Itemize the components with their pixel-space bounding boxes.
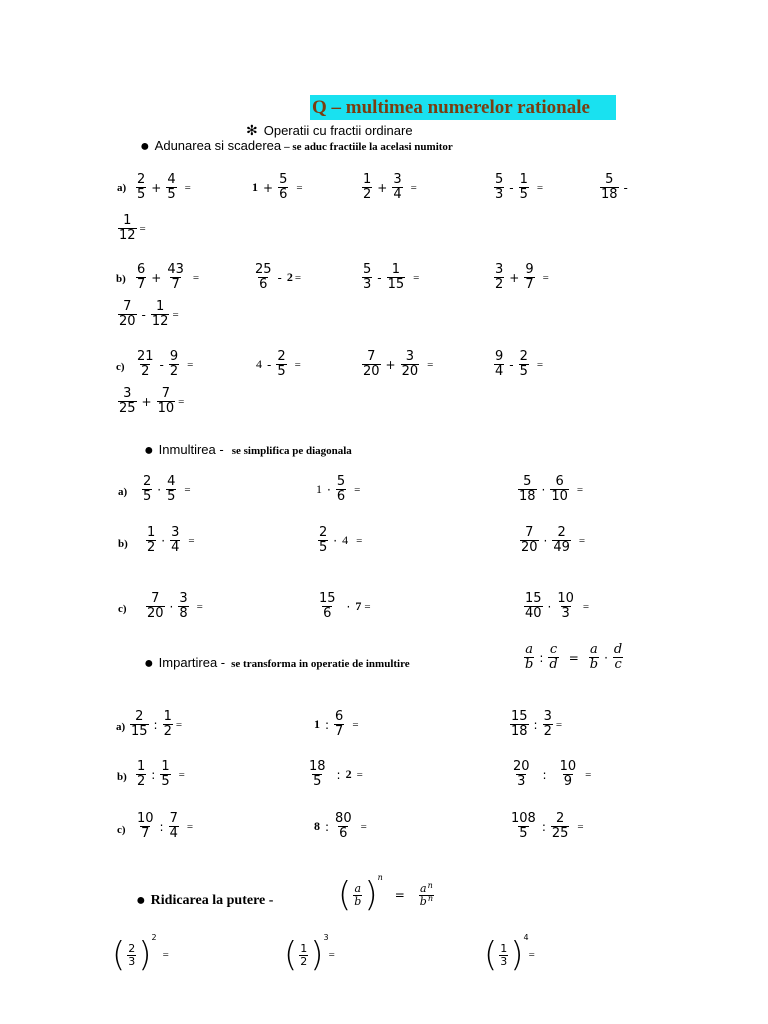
expression: $\frac{3}{2}$ + $\frac{9}{7}$ = <box>495 262 549 293</box>
expression: $\frac{25}{6}$ - 2 = <box>255 262 302 293</box>
label-a: a) <box>118 486 128 498</box>
expression: $\frac{1}{12}$ = <box>119 213 146 244</box>
label-a: a) <box>116 721 126 733</box>
expression: $\frac{15}{40}$ · $\frac{10}{3}$ = <box>525 591 590 622</box>
expression: 4 - $\frac{2}{5}$ = <box>256 349 301 380</box>
expression: $\frac{1}{2}$ + $\frac{3}{4}$ = <box>363 172 417 203</box>
section-adunare: ● Adunarea si scaderea – se aduc fractiile la acelasi numitor <box>140 138 453 155</box>
expression: $\frac{1}{2}$ · $\frac{3}{4}$ = <box>147 525 195 556</box>
expression: $\frac{7}{20}$ + $\frac{3}{20}$ = <box>363 349 434 380</box>
expression: $\frac{5}{3}$ - $\frac{1}{5}$ = <box>495 172 544 203</box>
expression: ( $\frac{2}{3}$ ) 2 = <box>112 932 169 975</box>
bullet-icon: ● <box>136 892 146 909</box>
label-a: a) <box>117 182 127 194</box>
expression: $\frac{20}{3}$ : $\frac{10}{9}$ = <box>513 759 592 790</box>
expression: $\frac{15}{6}$ · 7 = <box>319 591 371 622</box>
expression: $\frac{5}{18}$ · $\frac{6}{10}$ = <box>519 474 584 505</box>
expression: 1 · $\frac{5}{6}$ = <box>316 474 361 505</box>
power-rule: ( $\frac{a}{b}$ ) n = $\frac{a^n}{b^n}$ <box>338 872 433 915</box>
label-b: b) <box>116 273 126 285</box>
expression: $\frac{10}{7}$ : $\frac{7}{4}$ = <box>137 811 194 842</box>
bullet-icon: ● <box>144 442 154 459</box>
bullet-icon: ● <box>140 138 150 155</box>
expression: 1 : $\frac{6}{7}$ = <box>314 709 359 740</box>
expression: $\frac{21}{2}$ - $\frac{9}{2}$ = <box>137 349 194 380</box>
expression: $\frac{108}{5}$ : $\frac{2}{25}$ = <box>511 811 584 842</box>
expression: $\frac{18}{5}$ : 2 = <box>309 759 363 790</box>
label-c: c) <box>117 824 126 836</box>
expression: 1 + $\frac{5}{6}$ = <box>252 172 303 203</box>
expression: $\frac{15}{18}$ : $\frac{3}{2}$ = <box>511 709 563 740</box>
expression: 8 : $\frac{80}{6}$ = <box>314 811 367 842</box>
label-c: c) <box>118 603 127 615</box>
division-rule: $\frac{a}{b}$ : $\frac{c}{d}$ = $\frac{a}{b}$ · $\frac{d}{c}$ <box>525 642 623 673</box>
expression: $\frac{2}{5}$ · $\frac{4}{5}$ = <box>143 474 191 505</box>
page-title: Q – multimea numerelor rationale <box>310 95 616 120</box>
expression: ( $\frac{1}{2}$ ) 3 = <box>284 932 335 975</box>
expression: $\frac{5}{3}$ - $\frac{1}{15}$ = <box>363 262 420 293</box>
section-inmultire: ● Inmultirea - se simplifica pe diagonala <box>144 442 352 459</box>
expression: ( $\frac{1}{3}$ ) 4 = <box>484 932 535 975</box>
bullet-icon: ● <box>144 655 154 672</box>
expression: $\frac{2}{15}$ : $\frac{1}{2}$ = <box>131 709 183 740</box>
expression: $\frac{7}{20}$ · $\frac{2}{49}$ = <box>521 525 586 556</box>
expression: $\frac{7}{20}$ - $\frac{1}{12}$ = <box>119 299 179 330</box>
expression: $\frac{1}{2}$ : $\frac{1}{5}$ = <box>137 759 185 790</box>
expression: $\frac{9}{4}$ - $\frac{2}{5}$ = <box>495 349 544 380</box>
label-b: b) <box>118 538 128 550</box>
expression: $\frac{2}{5}$ · 4 = <box>319 525 363 556</box>
expression: $\frac{6}{7}$ + $\frac{43}{7}$ = <box>137 262 200 293</box>
section-impartire: ● Impartirea - se transforma in operatie de inmultire <box>144 655 410 672</box>
expression: $\frac{2}{5}$ + $\frac{4}{5}$ = <box>137 172 191 203</box>
subtitle: ✻ Operatii cu fractii ordinare <box>246 122 413 138</box>
expression: $\frac{5}{18}$ - <box>601 172 628 203</box>
section-putere: ● Ridicarea la putere - <box>136 892 274 909</box>
asterisk-icon: ✻ <box>246 122 258 138</box>
label-b: b) <box>117 771 127 783</box>
expression: $\frac{3}{25}$ + $\frac{7}{10}$ = <box>119 386 185 417</box>
expression: $\frac{7}{20}$ · $\frac{3}{8}$ = <box>147 591 203 622</box>
label-c: c) <box>116 361 125 373</box>
